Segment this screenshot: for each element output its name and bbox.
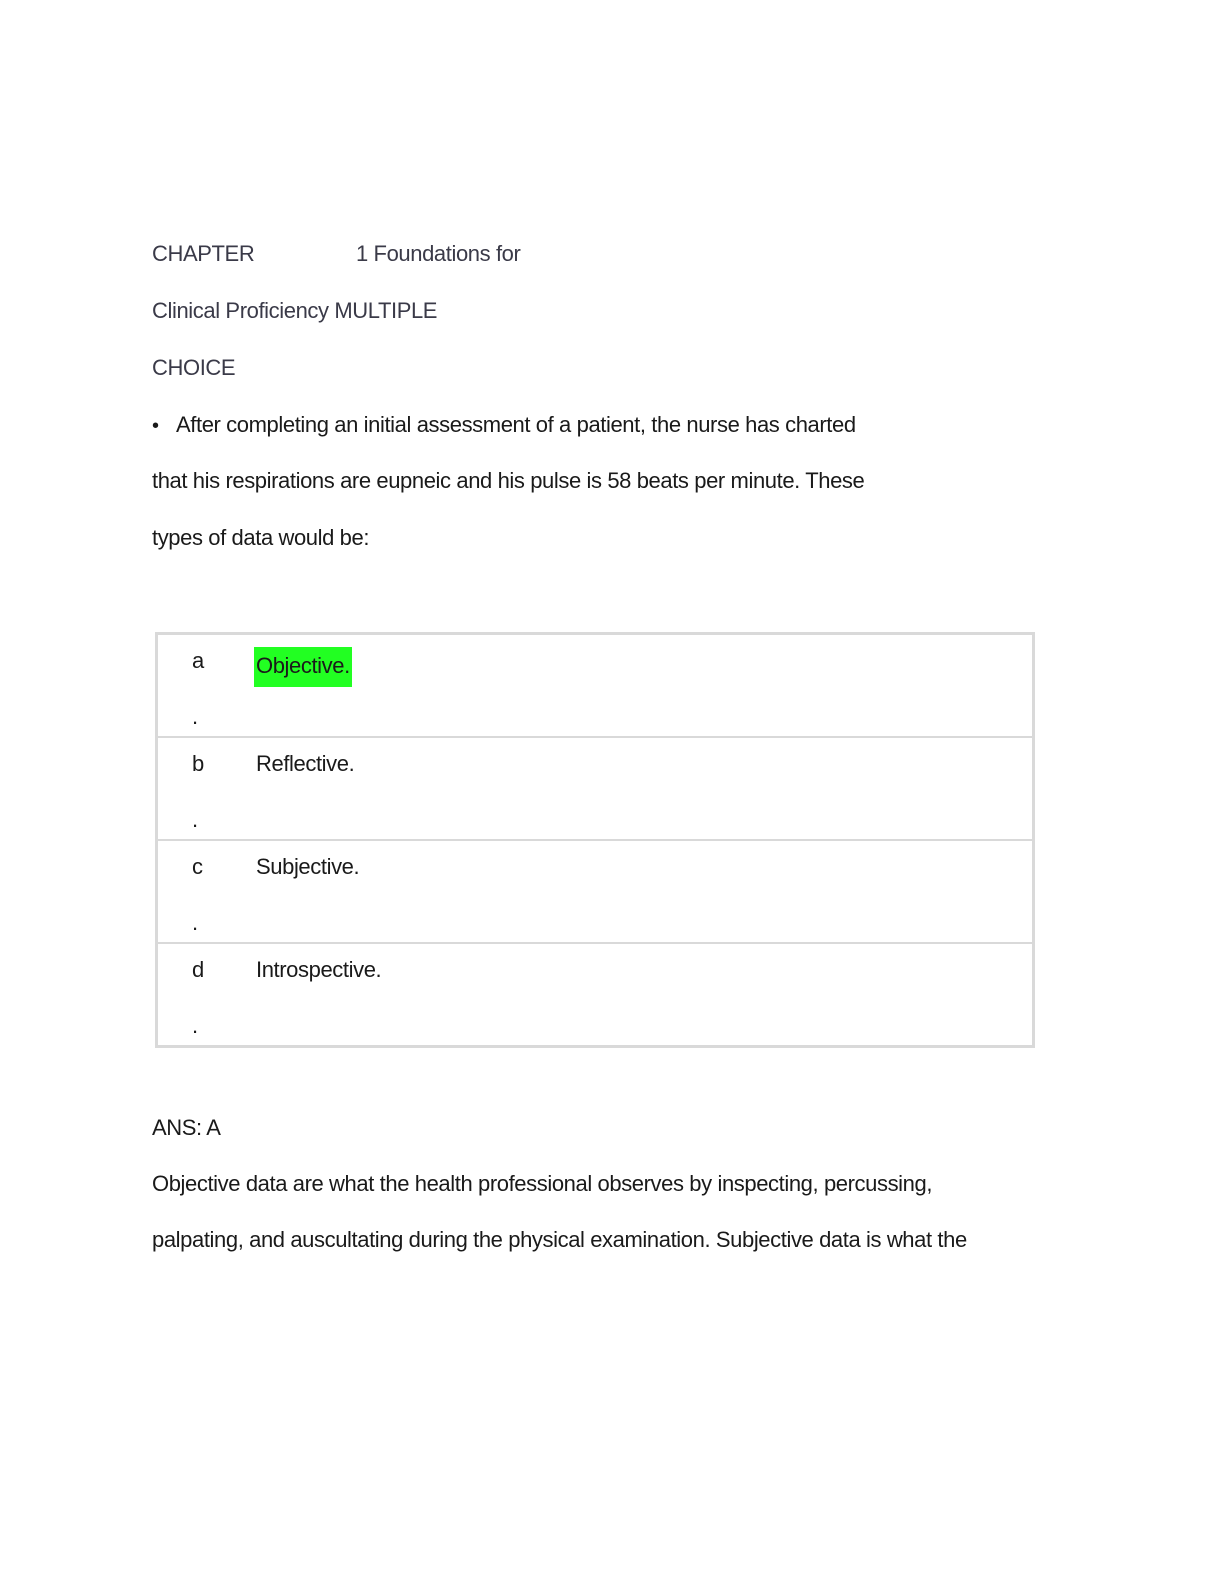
question-text-1: After completing an initial assessment of a patient, the nurse has charted [176, 412, 856, 437]
choice-row-a [157, 634, 1034, 738]
choice-dot: . [192, 704, 198, 729]
choice-letter-cell [157, 943, 257, 1047]
question-line-2: that his respirations are eupneic and his pulse is 58 beats per minute. These [152, 468, 865, 493]
question-line-3: types of data would be: [152, 525, 370, 550]
choice-letter-cell [157, 634, 257, 738]
choice-text-cell [256, 737, 1034, 840]
choice-text: Subjective. [256, 854, 360, 879]
choice-text-cell [256, 943, 1034, 1047]
choice-letter-cell [157, 840, 257, 943]
choice-letter: b [192, 751, 204, 776]
choice-row-c [157, 840, 1034, 943]
bullet-icon: • [152, 415, 159, 437]
rationale-line-1: Objective data are what the health professional observes by inspecting, percussing, [152, 1171, 933, 1196]
choice-text: Introspective. [256, 957, 382, 982]
choice-letter: a [192, 648, 204, 673]
choice-letter: d [192, 957, 204, 982]
chapter-title: 1 Foundations for [356, 241, 521, 266]
choice-text: Reflective. [256, 751, 355, 776]
choice-text-highlighted: Objective. [254, 647, 352, 687]
question-line-1 [152, 411, 856, 440]
choice-dot: . [192, 910, 198, 935]
choice-text-cell [256, 840, 1034, 943]
choice-dot: . [192, 1013, 198, 1038]
choice-row-d [157, 943, 1034, 1047]
choice-row-b [157, 737, 1034, 840]
choice-letter: c [192, 854, 203, 879]
choice-letter-cell [157, 737, 257, 840]
chapter-heading [152, 240, 520, 268]
chapter-word: CHAPTER [152, 241, 255, 266]
rationale-line-2: palpating, and auscultating during the physical examination. Subjective data is what the [152, 1227, 967, 1252]
answer-label: ANS: A [152, 1115, 221, 1140]
choice-dot: . [192, 807, 198, 832]
section-subheading: Clinical Proficiency MULTIPLE [152, 298, 438, 323]
answer-choices-table [155, 632, 1035, 1048]
choice-text-cell [256, 634, 1034, 738]
section-subheading-cont: CHOICE [152, 355, 236, 380]
